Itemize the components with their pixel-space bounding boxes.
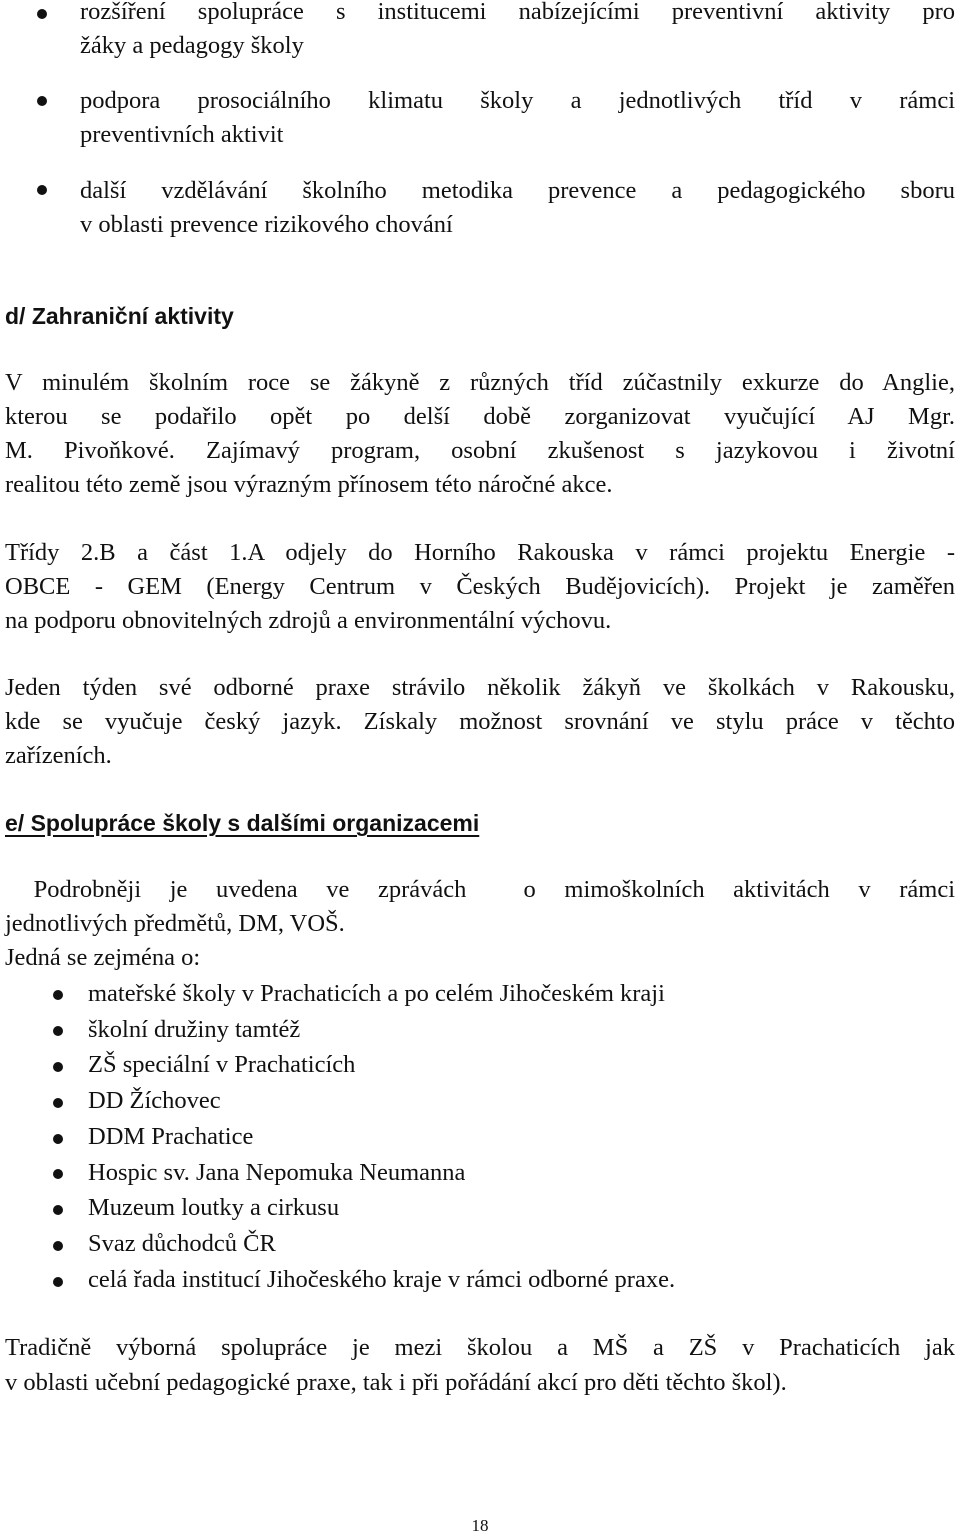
list-item-line: podpora prosociálního klimatu školy a jednotlivých tříd v rámci [80, 87, 955, 114]
paragraph-line: V minulém školním roce se žákyně z různých tříd zúčastnily exkurze do Anglie, [5, 369, 955, 396]
list-item [80, 174, 955, 208]
bullet-icon [37, 9, 47, 19]
list-item: mateřské školy v Prachaticích a po celém Jihočeském kraji [88, 980, 665, 1007]
paragraph-line: jednotlivých předmětů, DM, VOŠ. [5, 910, 345, 937]
bullet-icon [53, 1134, 63, 1144]
list-item-line: další vzdělávání školního metodika prevence a pedagogického sboru [80, 177, 955, 204]
bullet-icon [53, 1169, 63, 1179]
page-number: 18 [471, 1516, 489, 1535]
list-item: DDM Prachatice [88, 1123, 254, 1150]
list-item: ZŠ speciální v Prachaticích [88, 1051, 356, 1078]
paragraph-line: OBCE - GEM (Energy Centrum v Českých Budějovicích). Projekt je zaměřen [5, 573, 955, 600]
paragraph-line: Podrobněji je uvedena ve zprávách o mimoškolních aktivitách v rámci [5, 876, 955, 903]
paragraph-line: Jeden týden své odborné praxe strávilo několik žákyň ve školkách v Rakousku, [5, 674, 955, 701]
paragraph-line: na podporu obnovitelných zdrojů a environmentální výchovu. [5, 607, 612, 634]
section-d-heading: d/ Zahraniční aktivity [5, 303, 234, 329]
bullet-icon [53, 1098, 63, 1108]
list-item-line: rozšíření spolupráce s institucemi nabízejícími preventivní aktivity pro [80, 0, 955, 25]
paragraph-line: kde se vyučuje český jazyk. Získaly možnost srovnání ve stylu práce v těchto [5, 708, 955, 735]
paragraph-line: Tradičně výborná spolupráce je mezi školou a MŠ a ZŠ v Prachaticích jak [5, 1334, 955, 1361]
list-item: Svaz důchodců ČR [88, 1230, 276, 1257]
section-e-heading: e/ Spolupráce školy s dalšími organizacemi [5, 810, 480, 836]
list-lead: Jedná se zejména o: [5, 944, 201, 971]
bullet-icon [53, 1205, 63, 1215]
list-item: Muzeum loutky a cirkusu [88, 1194, 340, 1221]
paragraph-line: zařízeních. [5, 742, 112, 769]
list-item-line: preventivních aktivit [80, 121, 284, 148]
bullet-icon [53, 1026, 63, 1036]
list-item: školní družiny tamtéž [88, 1016, 301, 1043]
bullet-icon [37, 96, 47, 106]
bullet-icon [37, 185, 47, 195]
list-item: Hospic sv. Jana Nepomuka Neumanna [88, 1159, 466, 1186]
list-item-line: žáky a pedagogy školy [80, 32, 304, 59]
paragraph-line: Třídy 2.B a část 1.A odjely do Horního Rakouska v rámci projektu Energie - [5, 539, 955, 566]
paragraph-line: M. Pivoňkové. Zajímavý program, osobní zkušenost s jazykovou i životní [5, 437, 955, 464]
list-item-line: v oblasti prevence rizikového chování [80, 211, 453, 238]
bullet-icon [53, 990, 63, 1000]
list-item-continuation [80, 208, 955, 242]
bullet-icon [53, 1277, 63, 1287]
list-item-continuation [80, 118, 955, 152]
paragraph-line: v oblasti učební pedagogické praxe, tak i při pořádání akcí pro děti těchto škol). [5, 1369, 787, 1396]
list-item: DD Žíchovec [88, 1087, 221, 1114]
list-item: celá řada institucí Jihočeského kraje v rámci odborné praxe. [88, 1266, 676, 1293]
list-item-continuation [80, 29, 955, 63]
list-item [80, 84, 955, 118]
bullet-icon [53, 1241, 63, 1251]
list-item [80, 0, 955, 29]
bullet-icon [53, 1062, 63, 1072]
paragraph-line: kterou se podařilo opět po delší době zorganizovat vyučující AJ Mgr. [5, 403, 955, 430]
paragraph-line: realitou této země jsou výrazným přínosem této náročné akce. [5, 471, 613, 498]
